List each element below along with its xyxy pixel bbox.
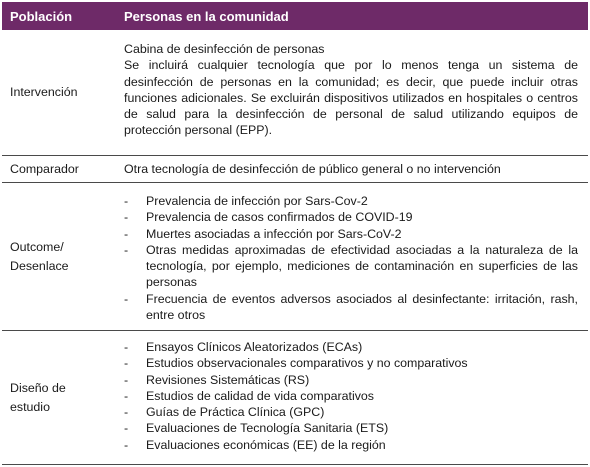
- list-item: - Otras medidas aproximadas de efectividad asociadas a la naturaleza de la tecnología, por ejemplo, mediciones de contaminación en superficies de las personas: [124, 242, 578, 291]
- list-item: - Prevalencia de infección por Sars-Cov-2: [124, 193, 578, 209]
- outcome-list: [124, 193, 578, 323]
- list-item: - Evaluaciones de Tecnología Sanitaria (ETS): [124, 420, 578, 436]
- row-label-comparador: Comparador: [10, 161, 79, 176]
- list-item: - Evaluaciones económicas (EE) de la región: [124, 437, 578, 453]
- list-item: - Prevalencia de casos confirmados de COVID-19: [124, 209, 578, 225]
- list-item: - Frecuencia de eventos adversos asociados al desinfectante: irritación, rash, entre otros: [124, 291, 578, 324]
- row-label-outcome: [2, 183, 114, 330]
- diseno-label-line1: Diseño de: [10, 380, 66, 395]
- comparador-text: Otra tecnología de desinfección de público general o no intervención: [124, 162, 501, 176]
- header-poblacion: Población: [10, 8, 73, 24]
- list-item: - Ensayos Clínicos Aleatorizados (ECAs): [124, 339, 578, 355]
- outcome-label-line1: Outcome/: [10, 239, 64, 254]
- table-row-intervencion: [2, 30, 588, 156]
- header-population-value: Personas en la comunidad: [124, 8, 289, 24]
- list-item: - Muertes asociadas a infección por Sars-CoV-2: [124, 226, 578, 242]
- intervention-text: Se incluirá cualquier tecnología que por lo menos tenga un sistema de desinfección de personas en la comunidad; es decir, que puede incluir otras funciones adicionales. Se excluirán dispositivos utilizados en hospitales o centros de salud para la desinfección de personal de salud utilizando equipos de protección personal (EPP).: [124, 58, 578, 138]
- list-item: - Estudios de calidad de vida comparativos: [124, 388, 578, 404]
- design-list: [124, 339, 578, 453]
- diseno-label-line2: estudio: [10, 399, 50, 414]
- outcome-label-line2: Desenlace: [10, 258, 69, 273]
- pico-table: [2, 2, 588, 465]
- table-row-outcome: [2, 183, 588, 331]
- table-header: [2, 2, 588, 30]
- list-item: - Revisiones Sistemáticas (RS): [124, 372, 578, 388]
- list-item: - Estudios observacionales comparativos y no comparativos: [124, 355, 578, 371]
- table-row-comparador: [2, 156, 588, 183]
- list-item: - Guías de Práctica Clínica (GPC): [124, 404, 578, 420]
- row-label-intervencion: Intervención: [10, 85, 78, 99]
- intervention-title: Cabina de desinfección de personas: [124, 42, 325, 56]
- table-row-diseno: [2, 331, 588, 465]
- row-label-diseno: [2, 331, 114, 464]
